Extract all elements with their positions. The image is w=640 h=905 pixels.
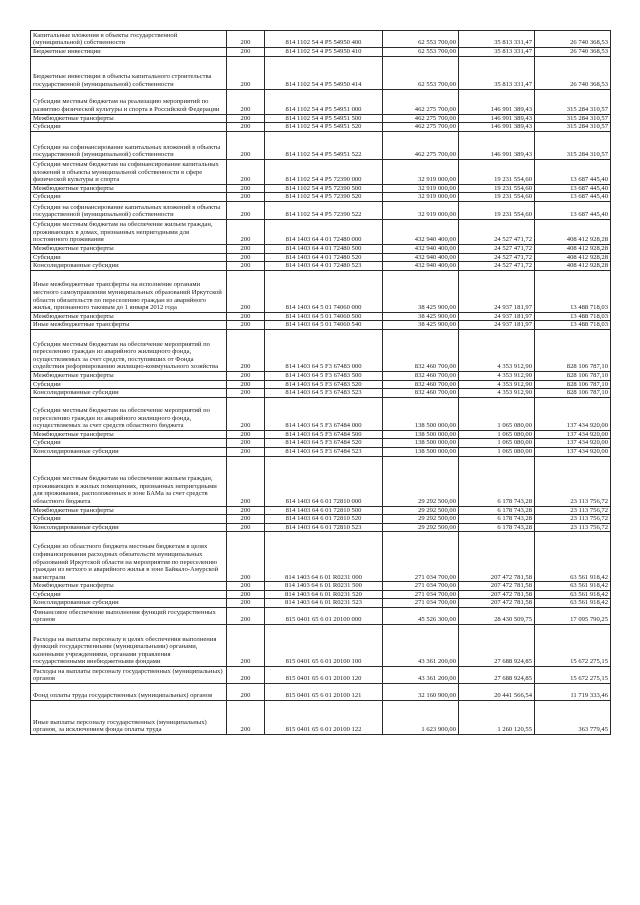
row-line-code: 200 — [227, 31, 265, 48]
row-line-code: 200 — [227, 582, 265, 591]
row-budget-code: 814 1403 64 5 01 74060 540 — [265, 321, 383, 330]
row-budget-code: 815 0401 65 6 01 20100 100 — [265, 625, 383, 667]
table-row — [31, 114, 611, 123]
row-approved-amount: 832 460 700,00 — [383, 389, 459, 398]
row-name: Субсидии местным бюджетам на обеспечение мероприятий по переселению граждан из аварийного жилищного фонда, осуществляемых за счет средств областного бюджета — [31, 397, 227, 430]
table-row — [31, 582, 611, 591]
row-budget-code: 814 1403 64 4 01 72480 523 — [265, 262, 383, 271]
row-budget-code: 814 1403 64 6 01 R0231 000 — [265, 532, 383, 582]
row-executed-amount: 4 353 912,90 — [459, 329, 535, 371]
row-line-code: 200 — [227, 430, 265, 439]
row-unexecuted-amount: 17 095 790,25 — [535, 608, 611, 625]
row-name: Субсидии на софинансирование капитальных вложений в объекты государственной (муниципальной) собственности — [31, 131, 227, 159]
row-unexecuted-amount: 828 106 787,10 — [535, 389, 611, 398]
row-line-code: 200 — [227, 684, 265, 701]
row-approved-amount: 138 500 000,00 — [383, 447, 459, 456]
row-name: Субсидии местным бюджетам на софинансирование капитальных вложений в объекты муниципальной собственности в сфере физической культуры и спорта — [31, 159, 227, 184]
row-unexecuted-amount: 23 113 756,72 — [535, 456, 611, 506]
row-budget-code: 814 1403 64 5 F3 67483 520 — [265, 380, 383, 389]
row-budget-code: 814 1403 64 5 F3 67483 000 — [265, 329, 383, 371]
row-name: Консолидированные субсидии — [31, 523, 227, 532]
row-executed-amount: 24 937 181,97 — [459, 312, 535, 321]
row-name: Фонд оплаты труда государственных (муниципальных) органов — [31, 684, 227, 701]
row-approved-amount: 462 275 700,00 — [383, 114, 459, 123]
row-line-code: 200 — [227, 262, 265, 271]
row-unexecuted-amount: 363 779,45 — [535, 701, 611, 735]
row-executed-amount: 6 178 743,28 — [459, 523, 535, 532]
row-name: Субсидии — [31, 439, 227, 448]
row-name: Субсидии на софинансирование капитальных вложений в объекты государственной (муниципальной) собственности — [31, 201, 227, 219]
row-name: Межбюджетные трансферты — [31, 312, 227, 321]
row-unexecuted-amount: 137 434 920,00 — [535, 397, 611, 430]
row-unexecuted-amount: 26 740 368,53 — [535, 31, 611, 48]
row-name: Межбюджетные трансферты — [31, 244, 227, 253]
row-name: Субсидии местным бюджетам на реализацию мероприятий по развитию физической культуры и спорта в Российской Федерации — [31, 89, 227, 114]
row-line-code: 200 — [227, 321, 265, 330]
table-row — [31, 123, 611, 132]
table-row — [31, 329, 611, 371]
row-name: Капитальные вложения в объекты государственной (муниципальной) собственности — [31, 31, 227, 48]
row-unexecuted-amount: 15 672 275,15 — [535, 667, 611, 684]
row-name: Консолидированные субсидии — [31, 599, 227, 608]
row-name: Иные выплаты персоналу государственных (муниципальных) органов, за исключением фонда оплаты труда — [31, 701, 227, 735]
row-approved-amount: 271 034 700,00 — [383, 590, 459, 599]
row-unexecuted-amount: 23 113 756,72 — [535, 515, 611, 524]
row-line-code: 200 — [227, 270, 265, 312]
row-unexecuted-amount: 63 561 918,42 — [535, 582, 611, 591]
row-executed-amount: 24 937 181,97 — [459, 321, 535, 330]
table-row — [31, 48, 611, 57]
row-executed-amount: 24 527 471,72 — [459, 253, 535, 262]
row-name: Иные межбюджетные трансферты на исполнение органами местного самоуправления муниципальных образований Иркутской области обязательств по переселению граждан из аварийного жилья, признанного таковым до 1 января 2012 года — [31, 270, 227, 312]
row-line-code: 200 — [227, 89, 265, 114]
row-approved-amount: 32 919 000,00 — [383, 201, 459, 219]
row-executed-amount: 1 065 080,00 — [459, 397, 535, 430]
row-executed-amount: 1 065 080,00 — [459, 447, 535, 456]
row-unexecuted-amount: 828 106 787,10 — [535, 380, 611, 389]
table-row — [31, 439, 611, 448]
row-line-code: 200 — [227, 625, 265, 667]
row-name: Межбюджетные трансферты — [31, 114, 227, 123]
row-budget-code: 814 1403 64 6 01 72810 520 — [265, 515, 383, 524]
row-executed-amount: 28 430 509,75 — [459, 608, 535, 625]
row-budget-code: 814 1102 54 4 P5 54950 400 — [265, 31, 383, 48]
row-unexecuted-amount: 408 412 928,28 — [535, 253, 611, 262]
table-row — [31, 321, 611, 330]
row-line-code: 200 — [227, 389, 265, 398]
table-row — [31, 262, 611, 271]
row-budget-code: 815 0401 65 6 01 20100 122 — [265, 701, 383, 735]
row-name: Субсидии — [31, 193, 227, 202]
row-approved-amount: 462 275 700,00 — [383, 123, 459, 132]
row-executed-amount: 207 472 781,58 — [459, 590, 535, 599]
row-executed-amount: 4 353 912,90 — [459, 389, 535, 398]
row-executed-amount: 19 231 554,60 — [459, 193, 535, 202]
row-approved-amount: 43 361 200,00 — [383, 667, 459, 684]
row-unexecuted-amount: 13 687 445,40 — [535, 201, 611, 219]
row-budget-code: 815 0401 65 6 01 20100 120 — [265, 667, 383, 684]
row-approved-amount: 138 500 000,00 — [383, 430, 459, 439]
row-name: Финансовое обеспечение выполнения функций государственных органов — [31, 608, 227, 625]
row-name: Бюджетные инвестиции в объекты капитального строительства государственной (муниципальной) собственности — [31, 56, 227, 89]
row-budget-code: 814 1102 54 4 P5 72390 500 — [265, 184, 383, 193]
table-body — [31, 31, 611, 735]
row-budget-code: 814 1102 54 4 P5 72390 000 — [265, 159, 383, 184]
row-approved-amount: 138 500 000,00 — [383, 439, 459, 448]
row-approved-amount: 271 034 700,00 — [383, 582, 459, 591]
row-unexecuted-amount: 13 488 718,03 — [535, 321, 611, 330]
row-budget-code: 814 1403 64 6 01 72810 523 — [265, 523, 383, 532]
row-name: Расходы на выплаты персоналу государственных (муниципальных) органов — [31, 667, 227, 684]
row-line-code: 200 — [227, 184, 265, 193]
row-unexecuted-amount: 315 284 310,57 — [535, 114, 611, 123]
row-budget-code: 814 1403 64 5 F3 67484 520 — [265, 439, 383, 448]
row-budget-code: 814 1102 54 4 P5 72390 520 — [265, 193, 383, 202]
row-executed-amount: 6 178 743,28 — [459, 515, 535, 524]
table-row — [31, 523, 611, 532]
table-row — [31, 201, 611, 219]
row-unexecuted-amount: 13 687 445,40 — [535, 193, 611, 202]
table-row — [31, 312, 611, 321]
table-row — [31, 184, 611, 193]
table-row — [31, 667, 611, 684]
row-name: Субсидии — [31, 380, 227, 389]
row-unexecuted-amount: 26 740 368,53 — [535, 48, 611, 57]
row-approved-amount: 462 275 700,00 — [383, 89, 459, 114]
row-executed-amount: 19 231 554,60 — [459, 159, 535, 184]
row-approved-amount: 62 553 700,00 — [383, 56, 459, 89]
row-executed-amount: 6 178 743,28 — [459, 506, 535, 515]
row-line-code: 200 — [227, 397, 265, 430]
row-approved-amount: 62 553 700,00 — [383, 48, 459, 57]
table-row — [31, 397, 611, 430]
row-name: Бюджетные инвестиции — [31, 48, 227, 57]
row-approved-amount: 832 460 700,00 — [383, 371, 459, 380]
row-approved-amount: 462 275 700,00 — [383, 131, 459, 159]
row-unexecuted-amount: 828 106 787,10 — [535, 329, 611, 371]
row-budget-code: 814 1102 54 4 P5 54950 410 — [265, 48, 383, 57]
row-budget-code: 814 1102 54 4 P5 72390 522 — [265, 201, 383, 219]
row-line-code: 200 — [227, 201, 265, 219]
row-approved-amount: 432 940 400,00 — [383, 262, 459, 271]
row-executed-amount: 24 527 471,72 — [459, 244, 535, 253]
row-unexecuted-amount: 26 740 368,53 — [535, 56, 611, 89]
row-line-code: 200 — [227, 159, 265, 184]
row-name: Межбюджетные трансферты — [31, 184, 227, 193]
row-line-code: 200 — [227, 123, 265, 132]
row-budget-code: 814 1403 64 5 F3 67484 523 — [265, 447, 383, 456]
row-line-code: 200 — [227, 253, 265, 262]
row-approved-amount: 38 425 900,00 — [383, 312, 459, 321]
row-unexecuted-amount: 137 434 920,00 — [535, 447, 611, 456]
row-executed-amount: 19 231 554,60 — [459, 201, 535, 219]
table-row — [31, 608, 611, 625]
row-approved-amount: 29 292 500,00 — [383, 456, 459, 506]
row-name: Межбюджетные трансферты — [31, 430, 227, 439]
row-name: Консолидированные субсидии — [31, 389, 227, 398]
row-budget-code: 814 1102 54 4 P5 54951 000 — [265, 89, 383, 114]
row-budget-code: 814 1403 64 6 01 R0231 523 — [265, 599, 383, 608]
row-budget-code: 814 1403 64 5 01 74060 500 — [265, 312, 383, 321]
row-name: Субсидии местным бюджетам на обеспечение жильем граждан, проживающих в жилых помещениях, признанных непригодными для проживания, расположенных в зоне БАМа за счет средств областного бюджета — [31, 456, 227, 506]
row-budget-code: 814 1403 64 5 F3 67483 523 — [265, 389, 383, 398]
budget-execution-table — [30, 30, 611, 735]
row-unexecuted-amount: 408 412 928,28 — [535, 262, 611, 271]
row-name: Субсидии — [31, 590, 227, 599]
row-executed-amount: 4 353 912,90 — [459, 371, 535, 380]
row-line-code: 200 — [227, 114, 265, 123]
table-row — [31, 131, 611, 159]
row-approved-amount: 138 500 000,00 — [383, 397, 459, 430]
row-line-code: 200 — [227, 219, 265, 244]
row-unexecuted-amount: 315 284 310,57 — [535, 131, 611, 159]
row-unexecuted-amount: 23 113 756,72 — [535, 506, 611, 515]
row-budget-code: 814 1403 64 5 F3 67484 500 — [265, 430, 383, 439]
table-row — [31, 244, 611, 253]
row-executed-amount: 24 527 471,72 — [459, 262, 535, 271]
row-approved-amount: 29 292 500,00 — [383, 523, 459, 532]
row-approved-amount: 271 034 700,00 — [383, 532, 459, 582]
row-executed-amount: 207 472 781,58 — [459, 599, 535, 608]
row-line-code: 200 — [227, 244, 265, 253]
table-row — [31, 506, 611, 515]
row-executed-amount: 27 688 924,85 — [459, 667, 535, 684]
row-approved-amount: 271 034 700,00 — [383, 599, 459, 608]
table-row — [31, 590, 611, 599]
row-executed-amount: 27 688 924,85 — [459, 625, 535, 667]
row-approved-amount: 43 361 200,00 — [383, 625, 459, 667]
row-budget-code: 814 1403 64 6 01 R0231 520 — [265, 590, 383, 599]
table-row — [31, 219, 611, 244]
table-row — [31, 701, 611, 735]
table-row — [31, 389, 611, 398]
row-budget-code: 814 1102 54 4 P5 54951 520 — [265, 123, 383, 132]
row-name: Межбюджетные трансферты — [31, 582, 227, 591]
table-row — [31, 159, 611, 184]
table-row — [31, 684, 611, 701]
row-executed-amount: 146 991 389,43 — [459, 131, 535, 159]
table-row — [31, 253, 611, 262]
row-unexecuted-amount: 828 106 787,10 — [535, 371, 611, 380]
row-budget-code: 815 0401 65 6 01 20100 121 — [265, 684, 383, 701]
row-executed-amount: 1 260 120,55 — [459, 701, 535, 735]
table-row — [31, 89, 611, 114]
table-row — [31, 456, 611, 506]
row-executed-amount: 20 441 566,54 — [459, 684, 535, 701]
row-budget-code: 814 1403 64 4 01 72480 500 — [265, 244, 383, 253]
row-budget-code: 814 1403 64 6 01 72810 500 — [265, 506, 383, 515]
row-budget-code: 814 1102 54 4 P5 54951 500 — [265, 114, 383, 123]
row-executed-amount: 19 231 554,60 — [459, 184, 535, 193]
row-unexecuted-amount: 408 412 928,28 — [535, 219, 611, 244]
row-approved-amount: 432 940 400,00 — [383, 244, 459, 253]
row-line-code: 200 — [227, 312, 265, 321]
row-approved-amount: 32 919 000,00 — [383, 184, 459, 193]
row-name: Межбюджетные трансферты — [31, 506, 227, 515]
row-approved-amount: 29 292 500,00 — [383, 515, 459, 524]
row-unexecuted-amount: 63 561 918,42 — [535, 599, 611, 608]
row-budget-code: 814 1403 64 6 01 72810 000 — [265, 456, 383, 506]
row-executed-amount: 24 527 471,72 — [459, 219, 535, 244]
table-row — [31, 371, 611, 380]
table-row — [31, 599, 611, 608]
row-approved-amount: 29 292 500,00 — [383, 506, 459, 515]
row-budget-code: 815 0401 65 6 01 20100 000 — [265, 608, 383, 625]
row-line-code: 200 — [227, 506, 265, 515]
row-unexecuted-amount: 63 561 918,42 — [535, 590, 611, 599]
row-budget-code: 814 1403 64 5 F3 67483 500 — [265, 371, 383, 380]
row-unexecuted-amount: 23 113 756,72 — [535, 523, 611, 532]
row-unexecuted-amount: 315 284 310,57 — [535, 89, 611, 114]
row-executed-amount: 207 472 781,58 — [459, 582, 535, 591]
row-line-code: 200 — [227, 667, 265, 684]
table-row — [31, 515, 611, 524]
table-row — [31, 380, 611, 389]
row-name: Иные межбюджетные трансферты — [31, 321, 227, 330]
row-budget-code: 814 1102 54 4 P5 54950 414 — [265, 56, 383, 89]
row-executed-amount: 35 813 331,47 — [459, 48, 535, 57]
row-name: Расходы на выплаты персоналу в целях обеспечения выполнения функций государственными (муниципальными) органами, казенными учреждениями, органами управления государственными внебюджетными фондами — [31, 625, 227, 667]
row-budget-code: 814 1403 64 5 F3 67484 000 — [265, 397, 383, 430]
row-name: Субсидии — [31, 253, 227, 262]
row-approved-amount: 62 553 700,00 — [383, 31, 459, 48]
row-approved-amount: 1 623 900,00 — [383, 701, 459, 735]
row-executed-amount: 1 065 080,00 — [459, 439, 535, 448]
row-unexecuted-amount: 408 412 928,28 — [535, 244, 611, 253]
row-line-code: 200 — [227, 193, 265, 202]
row-approved-amount: 432 940 400,00 — [383, 253, 459, 262]
row-executed-amount: 35 813 331,47 — [459, 56, 535, 89]
row-name: Субсидии — [31, 123, 227, 132]
row-unexecuted-amount: 315 284 310,57 — [535, 123, 611, 132]
row-line-code: 200 — [227, 532, 265, 582]
row-line-code: 200 — [227, 456, 265, 506]
row-unexecuted-amount: 13 687 445,40 — [535, 184, 611, 193]
table-row — [31, 625, 611, 667]
row-line-code: 200 — [227, 131, 265, 159]
row-unexecuted-amount: 13 687 445,40 — [535, 159, 611, 184]
table-row — [31, 447, 611, 456]
row-unexecuted-amount: 13 488 718,03 — [535, 312, 611, 321]
row-executed-amount: 146 991 389,43 — [459, 123, 535, 132]
row-name: Консолидированные субсидии — [31, 262, 227, 271]
row-executed-amount: 146 991 389,43 — [459, 89, 535, 114]
row-line-code: 200 — [227, 590, 265, 599]
row-line-code: 200 — [227, 701, 265, 735]
row-approved-amount: 45 526 300,00 — [383, 608, 459, 625]
row-unexecuted-amount: 137 434 920,00 — [535, 430, 611, 439]
row-unexecuted-amount: 13 488 718,03 — [535, 270, 611, 312]
row-line-code: 200 — [227, 380, 265, 389]
table-row — [31, 532, 611, 582]
table-row — [31, 31, 611, 48]
row-line-code: 200 — [227, 608, 265, 625]
row-name: Межбюджетные трансферты — [31, 371, 227, 380]
row-approved-amount: 38 425 900,00 — [383, 270, 459, 312]
row-budget-code: 814 1403 64 5 01 74060 000 — [265, 270, 383, 312]
row-executed-amount: 24 937 181,97 — [459, 270, 535, 312]
row-line-code: 200 — [227, 48, 265, 57]
row-budget-code: 814 1403 64 4 01 72480 520 — [265, 253, 383, 262]
row-line-code: 200 — [227, 599, 265, 608]
row-approved-amount: 832 460 700,00 — [383, 329, 459, 371]
row-line-code: 200 — [227, 439, 265, 448]
row-name: Субсидии из областного бюджета местным бюджетам в целях софинансирования расходных обязательств муниципальных образований Иркутской области на мероприятия по переселению граждан из ветхого и аварийного жилья в зоне Байкало-Амурской магистрали — [31, 532, 227, 582]
row-budget-code: 814 1403 64 6 01 R0231 500 — [265, 582, 383, 591]
row-executed-amount: 4 353 912,90 — [459, 380, 535, 389]
row-name: Субсидии местным бюджетам на обеспечение жильем граждан, проживающих в домах, признанных непригодными для постоянного проживания — [31, 219, 227, 244]
row-executed-amount: 1 065 080,00 — [459, 430, 535, 439]
row-line-code: 200 — [227, 371, 265, 380]
row-name: Субсидии местным бюджетам на обеспечение мероприятий по переселению граждан из аварийного жилищного фонда, осуществляемых за счет средств, поступивших от Фонда содействия реформированию жилищно-коммунального хозяйства — [31, 329, 227, 371]
row-approved-amount: 38 425 900,00 — [383, 321, 459, 330]
row-line-code: 200 — [227, 56, 265, 89]
row-executed-amount: 35 813 331,47 — [459, 31, 535, 48]
row-line-code: 200 — [227, 329, 265, 371]
row-line-code: 200 — [227, 515, 265, 524]
table-row — [31, 56, 611, 89]
row-approved-amount: 32 919 000,00 — [383, 193, 459, 202]
row-approved-amount: 832 460 700,00 — [383, 380, 459, 389]
row-name: Субсидии — [31, 515, 227, 524]
row-executed-amount: 207 472 781,58 — [459, 532, 535, 582]
row-name: Консолидированные субсидии — [31, 447, 227, 456]
row-approved-amount: 32 160 900,00 — [383, 684, 459, 701]
row-unexecuted-amount: 15 672 275,15 — [535, 625, 611, 667]
row-approved-amount: 32 919 000,00 — [383, 159, 459, 184]
row-budget-code: 814 1403 64 4 01 72480 000 — [265, 219, 383, 244]
table-row — [31, 430, 611, 439]
row-approved-amount: 432 940 400,00 — [383, 219, 459, 244]
row-budget-code: 814 1102 54 4 P5 54951 522 — [265, 131, 383, 159]
table-row — [31, 193, 611, 202]
row-unexecuted-amount: 63 561 918,42 — [535, 532, 611, 582]
row-line-code: 200 — [227, 523, 265, 532]
row-unexecuted-amount: 137 434 920,00 — [535, 439, 611, 448]
row-executed-amount: 146 991 389,43 — [459, 114, 535, 123]
table-row — [31, 270, 611, 312]
row-unexecuted-amount: 11 719 333,46 — [535, 684, 611, 701]
row-line-code: 200 — [227, 447, 265, 456]
row-executed-amount: 6 178 743,28 — [459, 456, 535, 506]
